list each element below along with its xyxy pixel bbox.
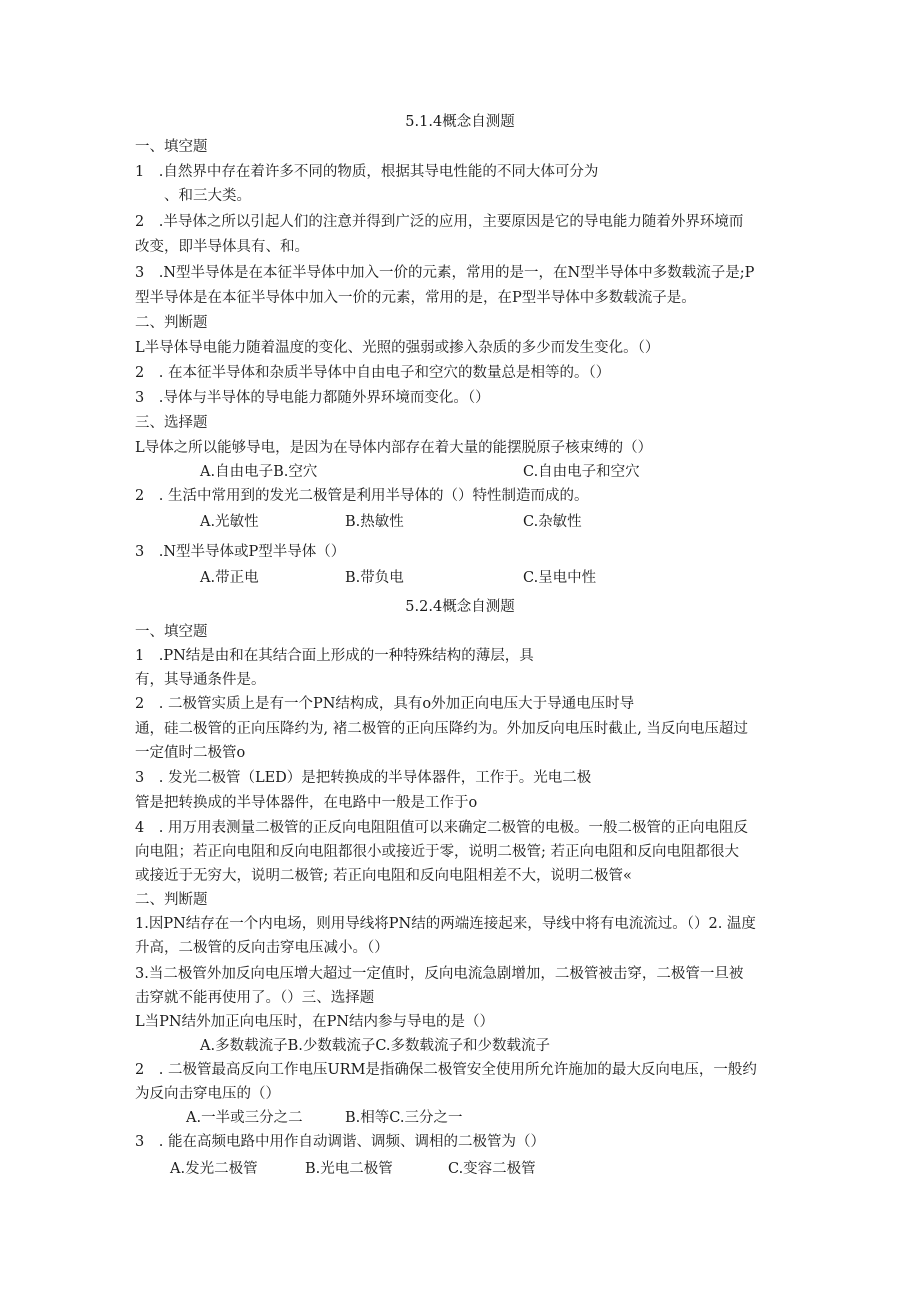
choice-heading: 三、选择题 [135,415,208,431]
question-line: 或接近于无穷大，说明二极管; 若正向电阻和反向电阻相差不大，说明二极管« [135,868,632,884]
judge-item: 击穿就不能再使用了。（）三、选择题 [135,990,375,1006]
choice-option: B.热敏性 [345,514,404,530]
choice-question: 为反向击穿电压的（） [135,1086,280,1102]
question-line: 4 . 用万用表测量二极管的正反向电阻阻值可以来确定二极管的电极。一般二极管的正向电阻反 [135,820,748,836]
question-line: 3 .N型半导体是在本征半导体中加入一价的元素，常用的是一，在N型半导体中多数载流子是;P [135,265,755,281]
question-line: 1 .PN结是由和在其结合面上形成的一种特殊结构的薄层，具 [135,648,534,664]
choice-option: A.自由电子B.空穴 [200,464,318,480]
judge-item: L半导体导电能力随着温度的变化、光照的强弱或掺入杂质的多少而发生变化。（） [135,340,660,356]
question-line: 、和三大类。 [135,188,251,204]
choice-question: L当PN结外加正向电压时，在PN结内参与导电的是（） [135,1014,495,1030]
choice-option: A.发光二极管 [170,1161,258,1177]
choice-question: 2 . 二极管最高反向工作电压URM是指确保二极管安全使用所允许施加的最大反向电压，一般约 [135,1062,757,1078]
choice-option: C.变容二极管 [448,1161,536,1177]
question-line: 1 .自然界中存在着许多不同的物质，根据其导电性能的不同大体可分为 [135,164,599,180]
question-line: 2 .半导体之所以引起人们的注意并得到广泛的应用，主要原因是它的导电能力随着外界环境而 [135,214,744,230]
question-line: 2 . 二极管实质上是有一个PN结构成，具有o外加正向电压大于导通电压时导 [135,696,635,712]
judge-item: 1.因PN结存在一个内电场，则用导线将PN结的两端连接起来，导线中将有电流流过。（）2. 温度 [135,916,756,932]
question-line: 通，硅二极管的正向压降约为, 褚二极管的正向压降约为。外加反向电压时截止, 当反向电压超过 [135,721,748,737]
choice-option: B.相等C.三分之一 [345,1110,463,1126]
question-line: 有，其导通条件是。 [135,672,266,688]
judge-item: 3.当二极管外加反向电压增大超过一定值时，反向电流急剧增加，二极管被击穿，二极管一旦被 [135,966,744,982]
question-line: 向电阻；若正向电阻和反向电阻都很小或接近于零，说明二极管; 若正向电阻和反向电阻都很大 [135,844,739,860]
choice-option: A.多数载流子B.少数载流子C.多数载流子和少数载流子 [200,1038,551,1054]
question-line: 管是把转换成的半导体器件，在电路中一般是工作于o [135,795,478,811]
choice-option: B.带负电 [345,570,404,586]
choice-option: A.一半或三分之二 [186,1110,303,1126]
choice-question: 3 .N型半导体或P型半导体（） [135,544,346,560]
choice-option: B.光电二极管 [305,1161,393,1177]
fill-blank-heading: 一、填空题 [135,624,208,640]
judge-item: 升高，二极管的反向击穿电压减小。（） [135,940,389,956]
choice-option: C.呈电中性 [523,570,597,586]
question-line: 一定值时二极管o [135,745,246,761]
judge-item: 2 . 在本征半导体和杂质半导体中自由电子和空穴的数量总是相等的。（） [135,365,611,381]
question-line: 改变，即半导体具有、和。 [135,239,309,255]
choice-option: C.杂敏性 [523,514,582,530]
choice-question: 2 . 生活中常用到的发光二极管是利用半导体的（）特性制造而成的。 [135,488,589,504]
choice-option: A.带正电 [200,570,259,586]
choice-option: C.自由电子和空穴 [523,464,640,480]
question-line: 3 . 发光二极管（LED）是把转换成的半导体器件，工作于。光电二极 [135,770,592,786]
judge-item: 3 .导体与半导体的导电能力都随外界环境而变化。（） [135,390,490,406]
judge-heading: 二、判断题 [135,315,208,331]
fill-blank-heading: 一、填空题 [135,139,208,155]
choice-option: A.光敏性 [200,514,259,530]
section-title-5-1-4: 5.1.4概念自测题 [405,114,515,130]
question-line: 型半导体是在本征半导体中加入一价的元素，常用的是，在P型半导体中多数载流子是。 [135,290,696,306]
section-title-5-2-4: 5.2.4概念自测题 [405,599,515,615]
choice-question: 3 . 能在高频电路中用作自动调谐、调频、调相的二极管为（） [135,1134,545,1150]
judge-heading: 二、判断题 [135,892,208,908]
choice-question: L导体之所以能够导电，是因为在导体内部存在着大量的能摆脱原子核束缚的（） [135,440,653,456]
